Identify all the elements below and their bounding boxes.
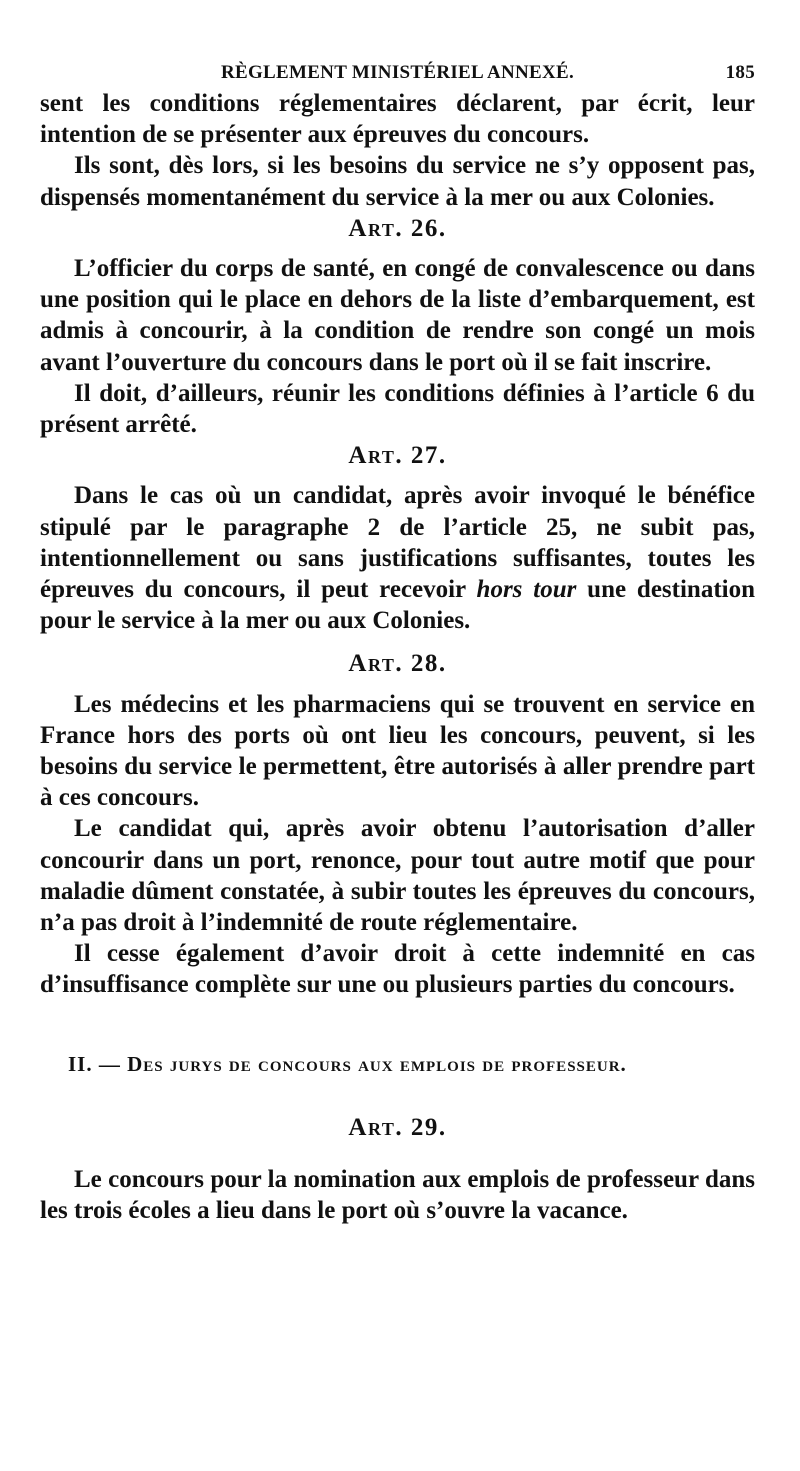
- paragraph: Les médecins et les pharmaciens qui se trouvent en service en France hors des ports où ont lieu les concours, peuvent, si les besoins du service le permettent, être autorisés à aller prendre part à ces concours.: [40, 690, 755, 812]
- article-heading-27: Art. 27.: [348, 442, 447, 470]
- article-heading-26: Art. 26.: [348, 214, 447, 242]
- page-body: [40, 88, 755, 1227]
- paragraph: Le candidat qui, après avoir obtenu l’autorisation d’aller concourir dans un port, renonce, pour tout autre motif que pour maladie dûment constatée, à subir toutes les épreuves du concours, n’a pas droit à l’indemnité de route réglementaire.: [40, 815, 755, 937]
- book-page: [40, 58, 755, 1227]
- paragraph: Ils sont, dès lors, si les besoins du service ne s’y opposent pas, dispensés momentanément du service à la mer ou aux Colonies.: [40, 152, 755, 211]
- paragraph-text: Dans le cas où un candidat, après avoir invoqué le bénéfice stipulé par le paragraphe 2 de l’article 25, ne subit pas, intentionnellement ou sans justifications suffisantes, toutes les épreuves du concours, il peut recevoir: [40, 482, 755, 604]
- page-number: 185: [725, 62, 755, 83]
- paragraph: Le concours pour la nomination aux emplois de professeur dans les trois écoles a lieu dans le port où s’ouvre la vacance.: [40, 1166, 755, 1225]
- paragraph-continued: sent les conditions réglementaires déclarent, par écrit, leur intention de se présenter aux épreuves du concours.: [40, 90, 755, 149]
- italic-phrase: hors tour: [476, 576, 577, 604]
- running-header: [40, 58, 755, 88]
- paragraph: Il cesse également d’avoir droit à cette indemnité en cas d’insuffisance complète sur une ou plusieurs parties du concours.: [40, 940, 755, 999]
- running-title: RÈGLEMENT MINISTÉRIEL ANNEXÉ.: [220, 62, 575, 83]
- paragraph: L’officier du corps de santé, en congé de convalescence ou dans une position qui le place en dehors de la liste d’embarquement, est admis à concourir, à la condition de rendre son congé un mois avant l’ouverture du concours dans le port où il se fait inscrire.: [40, 255, 755, 376]
- paragraph: Il doit, d’ailleurs, réunir les conditions définies à l’article 6 du présent arrêté.: [40, 379, 755, 439]
- paragraph: [40, 480, 755, 636]
- article-heading-29: Art. 29.: [348, 1113, 447, 1141]
- section-heading: II. — Des jurys de concours aux emplois de professeur.: [68, 1051, 627, 1076]
- paragraph-text: une destination pour le service à la mer ou aux Colonies.: [40, 576, 755, 635]
- article-heading-28: Art. 28.: [348, 650, 447, 678]
